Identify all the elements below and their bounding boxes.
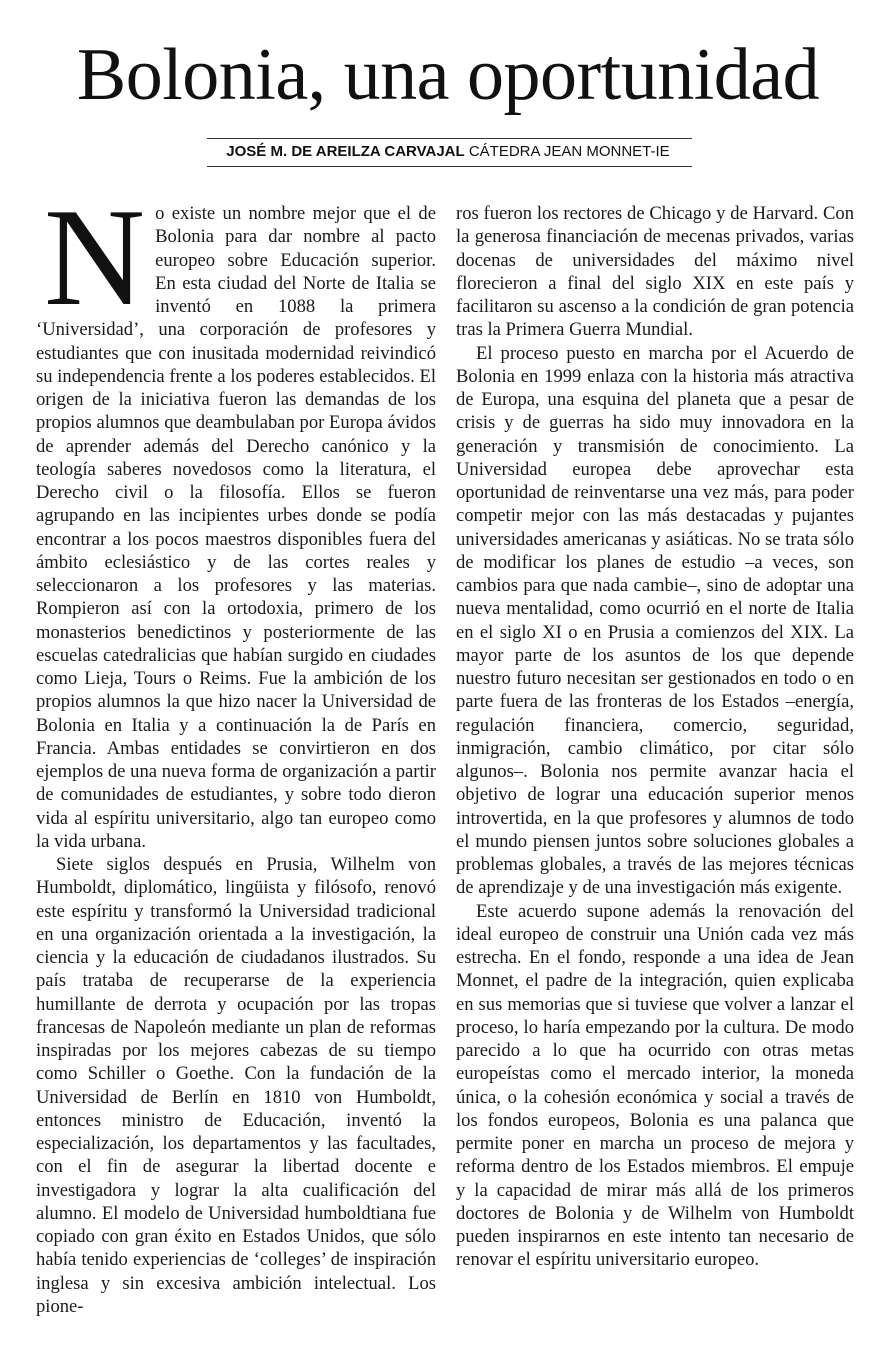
byline-rule-bottom (207, 166, 692, 167)
drop-cap: N (44, 180, 146, 335)
paragraph: Siete siglos después en Prusia, Wilhelm von Humboldt, diplomático, lingüista y filósofo, renovó este espíritu y transformó la Universidad tradicional en una organización orientada a la investigación, la ciencia y la educación de ciudadanos ilustrados. Su país trataba de recuperarse de la experiencia humillante de derrota y ocupación por las tropas francesas de Napoleón mediante un plan de reformas inspiradas por los mejores cabezas de su tiempo como Schiller o Goethe. Con la fundación de la Universidad de Berlín en 1810 von Humboldt, entonces ministro de Educación, inventó la especialización, los departamentos y las facultades, con el fin de asegurar la libertad docente e investigadora y lograr la alta cualificación del alumno. El modelo de Universidad humboldtiana fue copiado con gran éxito en Estados Unidos, que sólo había tenido experiencias de ‘colleges’ de inspiración inglesa y sin excesiva ambición intelectual. Los pione- (36, 854, 436, 1317)
byline-author: JOSÉ M. DE AREILZA CARVAJAL (226, 143, 465, 160)
paragraph: El proceso puesto en marcha por el Acuerdo de Bolonia en 1999 enlaza con la historia más atractiva de Europa, una esquina del planeta que a pesar de crisis y de guerras ha sido muy innovadora en la generación y transmisión de conocimiento. La Universidad europea debe aprovechar esta oportunidad de reinventarse una vez más, para poder competir mejor con las más destacadas y pujantes universidades americanas y asiáticas. No se trata sólo de modificar los planes de estudio –a veces, son cambios para que nada cambie–, sino de adoptar una nueva mentalidad, como ocurrió en el norte de Italia en el siglo XI o en Prusia a comienzos del XIX. La mayor parte de los asuntos de los que depende nuestro futuro necesitan ser gestionados en todo o en parte fuera de las fronteras de los Estados –energía, regulación financiera, comercio, seguridad, inmigración, cambio climático, por citar sólo algunos–. Bolonia nos permite avanzar hacia el objetivo de lograr una educación superior menos introvertida, en la que profesores y alumnos de todo el mundo piensen juntos sobre soluciones globales a problemas globales, a través de las mejores técnicas de aprendizaje y de una investigación más exigente. (456, 342, 854, 899)
paragraph: ros fueron los rectores de Chicago y de Harvard. Con la generosa financiación de mecenas privados, varias docenas de universidades del máximo nivel florecieron a final del siglo XIX en este país y facilitaron su ascenso a la condición de gran potencia tras la Primera Guerra Mundial. (456, 203, 854, 341)
headline: Bolonia, una oportunidad (76, 34, 820, 116)
article-column-left (36, 180, 436, 1318)
article-column-right (456, 202, 854, 1272)
byline-affiliation: CÁTEDRA JEAN MONNET-IE (468, 143, 670, 160)
paragraph: o existe un nombre mejor que el de Bolonia para dar nombre al pacto europeo sobre Educación superior. En esta ciudad del Norte de Italia se inventó en 1088 la primera ‘Universidad’, una corporación de profesores y estudiantes que con inusitada modernidad reivindicó su independencia frente a los poderes establecidos. El origen de la iniciativa fueron las demandas de los propios alumnos que deambulaban por Europa ávidos de aprender además del Derecho canónico y la teología saberes novedosos como la literatura, el Derecho civil o la filosofía. Ellos se fueron agrupando en las incipientes urbes donde se podía encontrar a los pocos maestros disponibles fuera del ámbito eclesiástico y de las cortes reales y seleccionaron a los profesores y las materias. Rompieron así con la ortodoxia, primero de los monasterios benedictinos y posteriormente de las escuelas catedralicias que habían surgido en ciudades como Lieja, Tours o Reims. Fue la ambición de los propios alumnos la que hizo nacer la Universidad de Bolonia en Italia y a continuación la de París en Francia. Ambas entidades se convirtieron en dos ejemplos de una nueva forma de organización a partir de comunidades de estudiantes, y sobre todo dieron vida al espíritu universitario, algo tan europeo como la vida urbana. (36, 203, 436, 852)
byline-rule-top (207, 138, 692, 139)
paragraph: Este acuerdo supone además la renovación del ideal europeo de construir una Unión cada vez más estrecha. En el fondo, responde a una idea de Jean Monnet, el padre de la integración, quien explicaba en sus memorias que si tuviese que volver a lanzar el proceso, lo haría empezando por la cultura. De modo parecido a lo que ha ocurrido con otras metas europeístas como el mercado interior, la moneda única, o la cohesión económica y social a través de los fondos europeos, Bolonia es una palanca que permite poner en marcha un proceso de mejora y reforma dentro de los Estados miembros. El empuje y la capacidad de mirar más allá de los primeros doctores de Bolonia y de Wilhelm von Humboldt pueden inspirarnos en este intento tan necesario de renovar el espíritu universitario europeo. (456, 900, 854, 1271)
byline (0, 142, 896, 162)
